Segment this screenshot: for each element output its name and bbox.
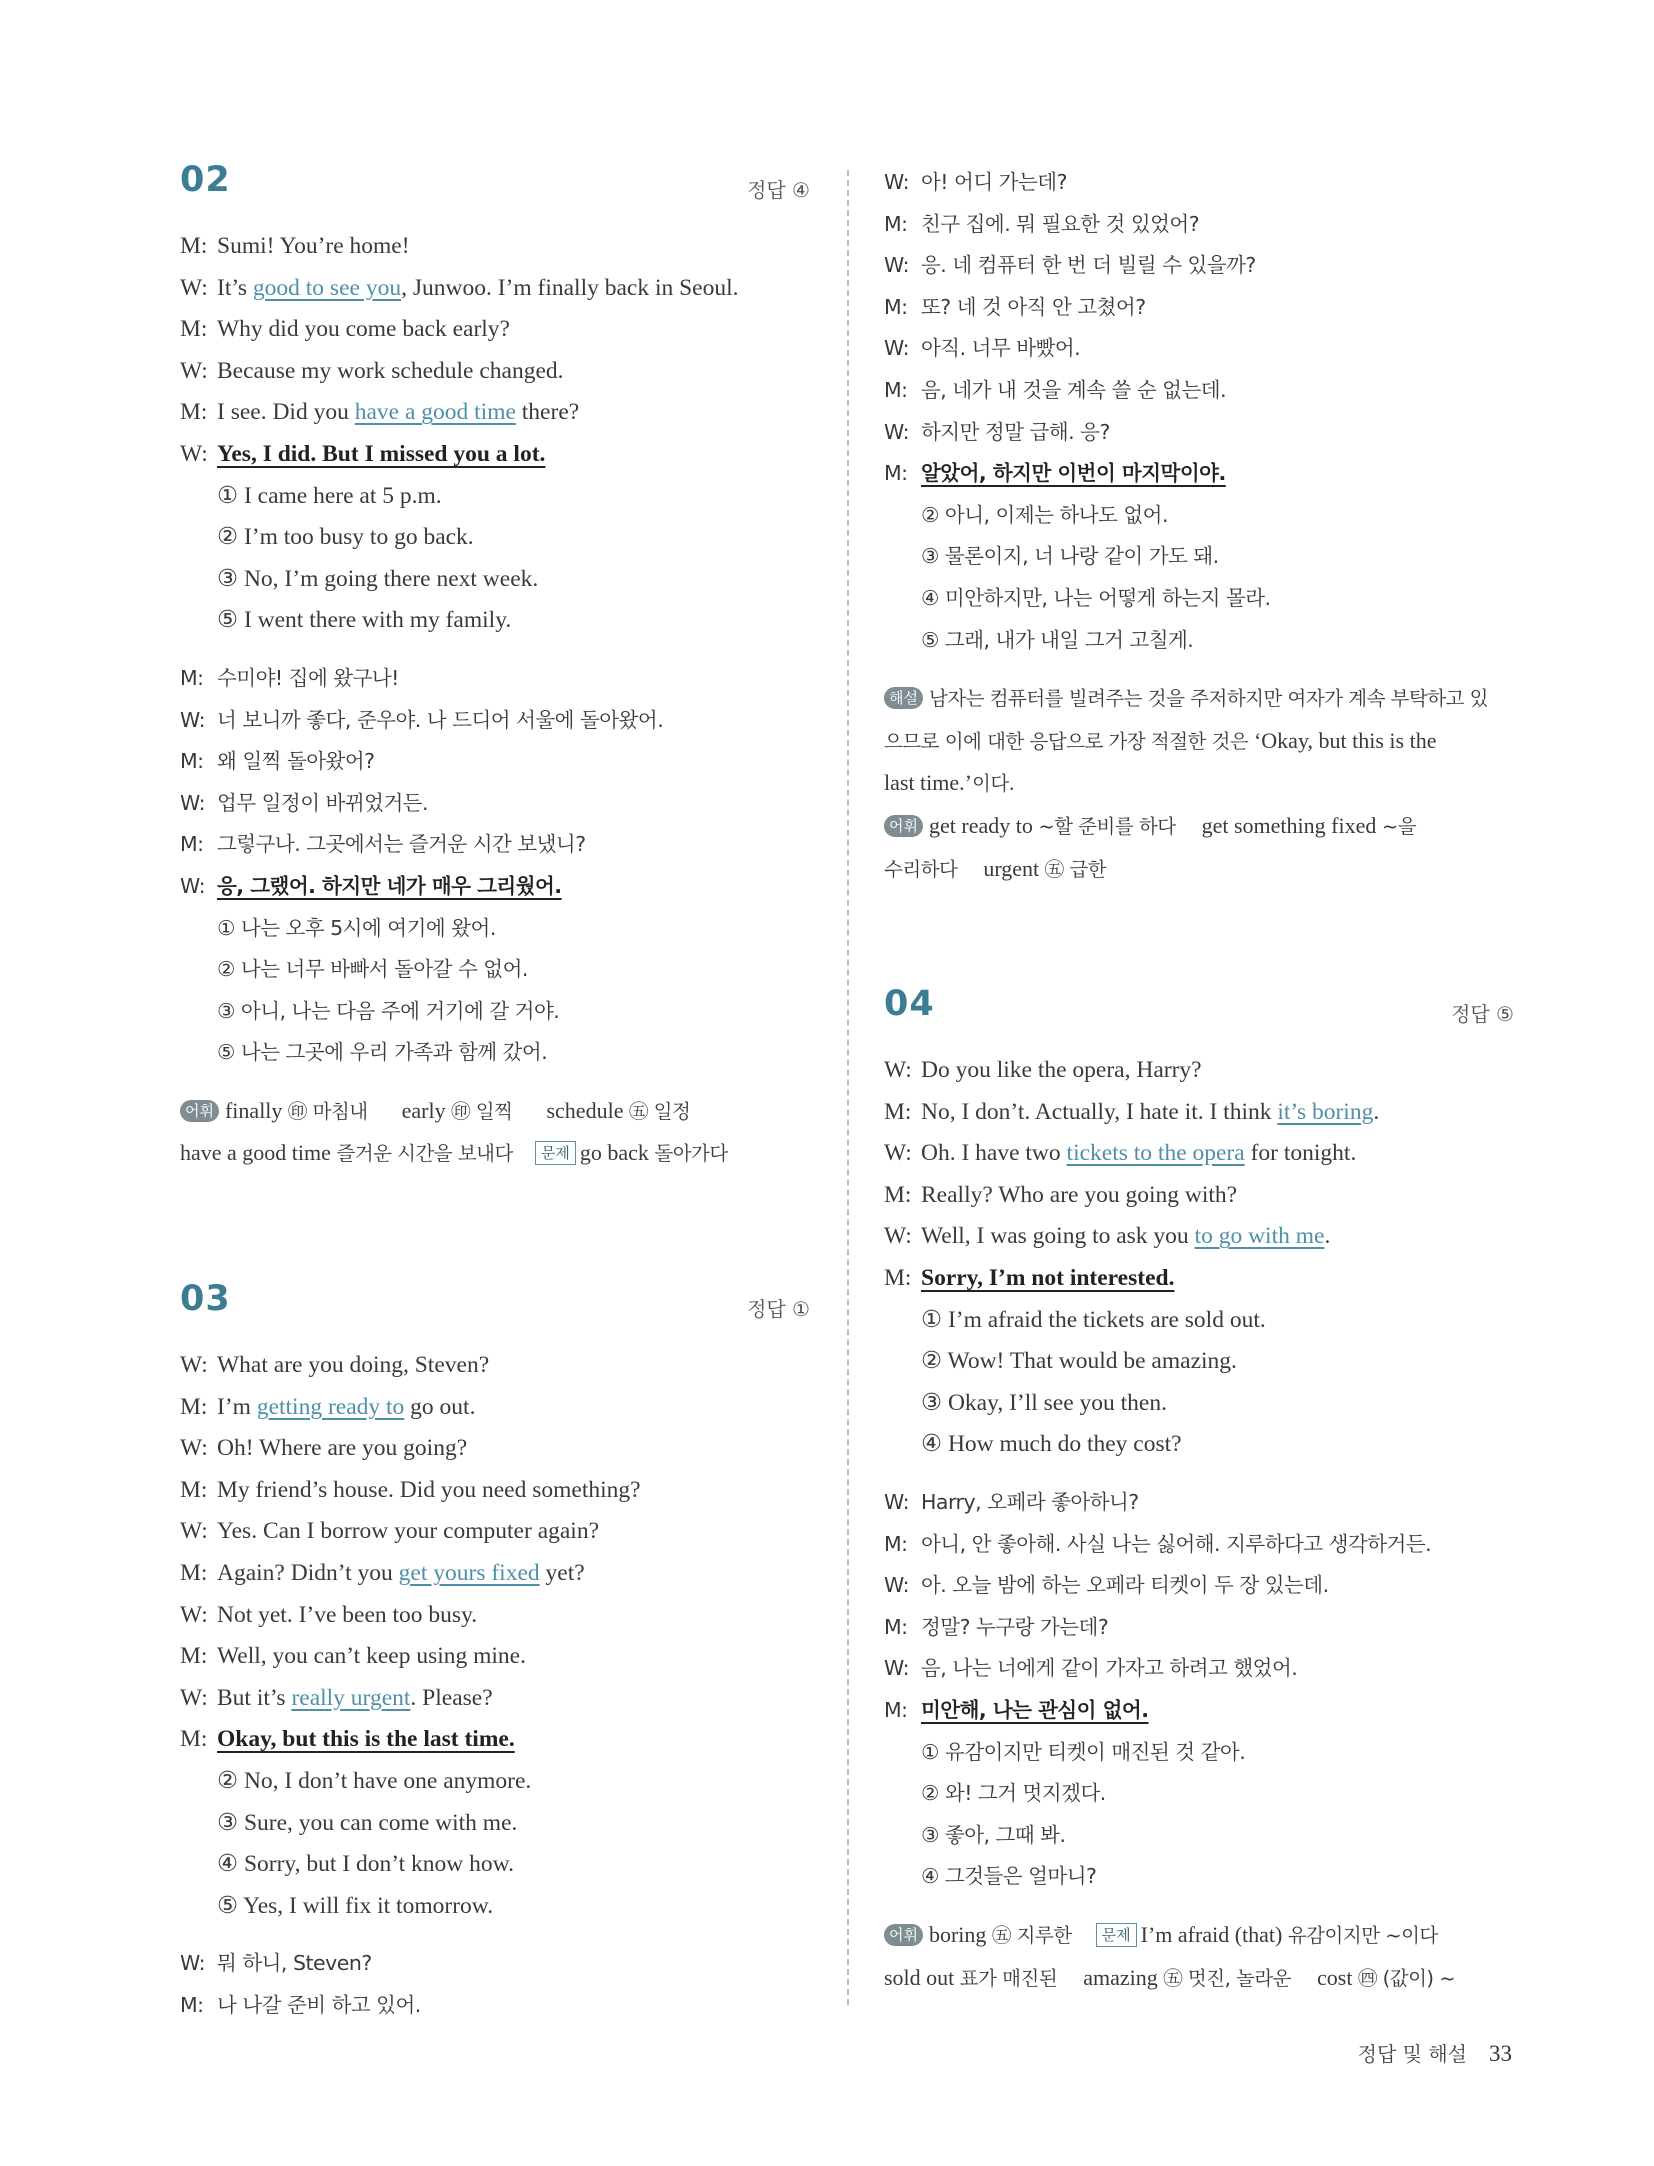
option: ④ How much do they cost?: [921, 1431, 1182, 1458]
translation-line: M: 수미야! 집에 왔구나!: [180, 665, 399, 690]
option: ④ Sorry, but I don’t know how.: [217, 1851, 514, 1878]
dialogue-line: M: Sumi! You’re home!: [180, 233, 410, 259]
vocab-tag: 어휘: [884, 1924, 923, 1946]
highlighted-phrase: it’s boring: [1277, 1098, 1374, 1125]
vocabulary-line: sold out 표가 매진된 amazing ㊄ 멋진, 놀라운 cost ㊃ (값이) ~: [884, 1964, 1456, 1990]
option: ③ Okay, I’ll see you then.: [921, 1389, 1167, 1416]
highlighted-phrase: good to see you: [252, 274, 402, 301]
vocabulary-line: 어휘 get ready to ~할 준비를 하다 get something fixed ~을: [884, 805, 1514, 848]
dialogue-line: W: Well, I was going to ask you to go with me.: [884, 1223, 1331, 1250]
footer-label: 정답 및 해설: [1357, 2042, 1467, 2066]
dialogue-line: W: Not yet. I’ve been too busy.: [180, 1601, 478, 1628]
option: ③ Sure, you can come with me.: [217, 1809, 518, 1836]
highlighted-phrase: getting ready to: [256, 1393, 405, 1420]
answer-label: 정답 ①: [747, 1297, 810, 1322]
option: ② I’m too busy to go back.: [217, 524, 474, 551]
translation-line: W: 하지만 정말 급해. 응?: [884, 419, 1110, 444]
translation-answer-line: M: 미안해, 나는 관심이 없어.: [884, 1698, 1149, 1722]
answer-line: M: Sorry, I’m not interested.: [884, 1265, 1175, 1292]
dialogue-line: M: Why did you come back early?: [180, 316, 510, 343]
translation-option: ③ 좋아, 그때 봐.: [921, 1822, 1066, 1847]
dialogue-line: W: What are you doing, Steven?: [180, 1352, 490, 1379]
dialogue-line: M: Well, you can’t keep using mine.: [180, 1643, 526, 1670]
translation-line: M: 또? 네 것 아직 안 고쳤어?: [884, 294, 1146, 319]
translation-line: M: 정말? 누구랑 가는데?: [884, 1614, 1109, 1639]
section-04-header: [884, 984, 1514, 1050]
highlighted-phrase: really urgent: [291, 1684, 411, 1711]
dialogue-line: M: Really? Who are you going with?: [884, 1181, 1238, 1208]
section-number: 03: [180, 1279, 231, 1320]
translation-line: W: 뭐 하니, Steven?: [180, 1951, 372, 1976]
translation-line: W: 음, 나는 너에게 같이 가자고 하려고 했었어.: [884, 1656, 1298, 1681]
problem-tag: 문제: [1096, 1923, 1137, 1947]
vocabulary-line: 어휘 boring ㊄ 지루한 문제 I’m afraid (that) 유감이지만 ~이다: [884, 1914, 1514, 1957]
section-03-header: [180, 1279, 810, 1345]
translation-line: W: 너 보니까 좋다, 준우야. 나 드디어 서울에 돌아왔어.: [180, 707, 664, 732]
vocabulary-line: 수리하다 urgent ㊄ 급한: [884, 855, 1107, 881]
answer-label: 정답 ④: [747, 178, 810, 202]
explanation-tag: 해설: [884, 687, 923, 709]
answer-line: M: Okay, but this is the last time.: [180, 1726, 515, 1753]
problem-tag: 문제: [535, 1141, 576, 1165]
vocab-tag: 어휘: [884, 815, 923, 837]
option: ② No, I don’t have one anymore.: [217, 1768, 532, 1794]
section-number: 02: [180, 160, 231, 200]
dialogue-line: M: I’m getting ready to go out.: [180, 1393, 476, 1420]
translation-line: W: 아! 어디 가는데?: [884, 170, 1067, 194]
dialogue-line: M: I see. Did you have a good time there?: [180, 399, 580, 426]
right-column: [884, 162, 1514, 1999]
translation-line: M: 나 나갈 준비 하고 있어.: [180, 1992, 421, 2017]
translation-line: M: 그렇구나. 그곳에서는 즐거운 시간 보냈니?: [180, 832, 586, 857]
dialogue-line: M: Again? Didn’t you get yours fixed yet?: [180, 1560, 585, 1587]
dialogue-line: W: Because my work schedule changed.: [180, 357, 564, 384]
option: ① I’m afraid the tickets are sold out.: [921, 1306, 1266, 1333]
dialogue-line: W: Yes. Can I borrow your computer again?: [180, 1518, 600, 1545]
option: ③ No, I’m going there next week.: [217, 565, 539, 592]
vocabulary-line: have a good time 즐거운 시간을 보내다 문제 go back 돌아가다: [180, 1140, 728, 1166]
translation-line: W: 아. 오늘 밤에 하는 오페라 티켓이 두 장 있는데.: [884, 1573, 1329, 1598]
page-number: 33: [1489, 2041, 1512, 2066]
translation-line: M: 음, 네가 내 것을 계속 쓸 순 없는데.: [884, 377, 1227, 402]
translation-option: ③ 물론이지, 너 나랑 같이 가도 돼.: [921, 544, 1219, 569]
translation-line: W: Harry, 오페라 좋아하니?: [884, 1490, 1139, 1515]
option: ② Wow! That would be amazing.: [921, 1348, 1237, 1375]
translation-answer-line: M: 알았어, 하지만 이번이 마지막이야.: [884, 461, 1226, 486]
left-column: [180, 160, 810, 2027]
dialogue-line: M: No, I don’t. Actually, I hate it. I think it’s boring.: [884, 1098, 1380, 1125]
dialogue-line: W: Oh. I have two tickets to the opera for tonight.: [884, 1140, 1357, 1167]
translation-line: M: 친구 집에. 뭐 필요한 것 있었어?: [884, 211, 1200, 236]
highlighted-phrase: to go with me: [1194, 1223, 1325, 1250]
translation-line: W: 응. 네 컴퓨터 한 번 더 빌릴 수 있을까?: [884, 253, 1256, 278]
translation-option: ① 나는 오후 5시에 여기에 왔어.: [217, 915, 496, 940]
translation-line: M: 왜 일찍 돌아왔어?: [180, 749, 375, 774]
dialogue-line: W: It’s good to see you, Junwoo. I’m finally back in Seoul.: [180, 274, 739, 301]
option: ⑤ Yes, I will fix it tomorrow.: [217, 1892, 494, 1919]
vocab-tag: 어휘: [180, 1100, 219, 1122]
highlighted-phrase: tickets to the opera: [1066, 1140, 1245, 1167]
translation-option: ① 유감이지만 티켓이 매진된 것 같아.: [921, 1739, 1246, 1764]
translation-option: ④ 미안하지만, 나는 어떻게 하는지 몰라.: [921, 585, 1271, 610]
section-number: 04: [884, 984, 935, 1025]
option: ⑤ I went there with my family.: [217, 607, 512, 634]
page-footer: [1358, 2038, 1512, 2067]
dialogue-line: W: But it’s really urgent. Please?: [180, 1684, 493, 1711]
vocabulary-line: 어휘 finally ㊞ 마침내 early ㊞ 일찍 schedule ㊄ 일정: [180, 1090, 810, 1133]
translation-option: ⑤ 나는 그곳에 우리 가족과 함께 갔어.: [217, 1040, 548, 1065]
translation-option: ⑤ 그래, 내가 내일 그거 고칠게.: [921, 627, 1194, 652]
translation-line: M: 아니, 안 좋아해. 사실 나는 싫어해. 지루하다고 생각하거든.: [884, 1531, 1432, 1556]
translation-option: ② 아니, 이제는 하나도 없어.: [921, 502, 1169, 527]
answer-label: 정답 ⑤: [1451, 1002, 1514, 1027]
dialogue-line: M: My friend’s house. Did you need something?: [180, 1476, 641, 1503]
translation-option: ④ 그것들은 얼마니?: [921, 1864, 1097, 1889]
translation-answer-line: W: 응, 그랬어. 하지만 네가 매우 그리웠어.: [180, 873, 562, 898]
highlighted-phrase: have a good time: [354, 399, 516, 426]
dialogue-line: W: Do you like the opera, Harry?: [884, 1057, 1202, 1084]
translation-line: W: 아직. 너무 바빴어.: [884, 336, 1081, 361]
section-02-header: [180, 160, 810, 226]
option: ① I came here at 5 p.m.: [217, 482, 442, 509]
answer-line: W: Yes, I did. But I missed you a lot.: [180, 440, 546, 467]
translation-line: W: 업무 일정이 바뀌었거든.: [180, 790, 429, 815]
translation-option: ② 나는 너무 바빠서 돌아갈 수 없어.: [217, 957, 528, 982]
dialogue-line: W: Oh! Where are you going?: [180, 1435, 468, 1462]
translation-option: ② 와! 그거 멋지겠다.: [921, 1781, 1106, 1806]
highlighted-phrase: get yours fixed: [398, 1560, 540, 1587]
explanation: 해설 남자는 컴퓨터를 빌려주는 것을 주저하지만 여자가 계속 부탁하고 있 으므로 이에 대한 응답으로 가장 적절한 것은 ‘Okay, but this is the last time.’이다.: [884, 687, 1489, 796]
column-divider: [847, 170, 849, 2005]
translation-option: ③ 아니, 나는 다음 주에 거기에 갈 거야.: [217, 998, 560, 1023]
